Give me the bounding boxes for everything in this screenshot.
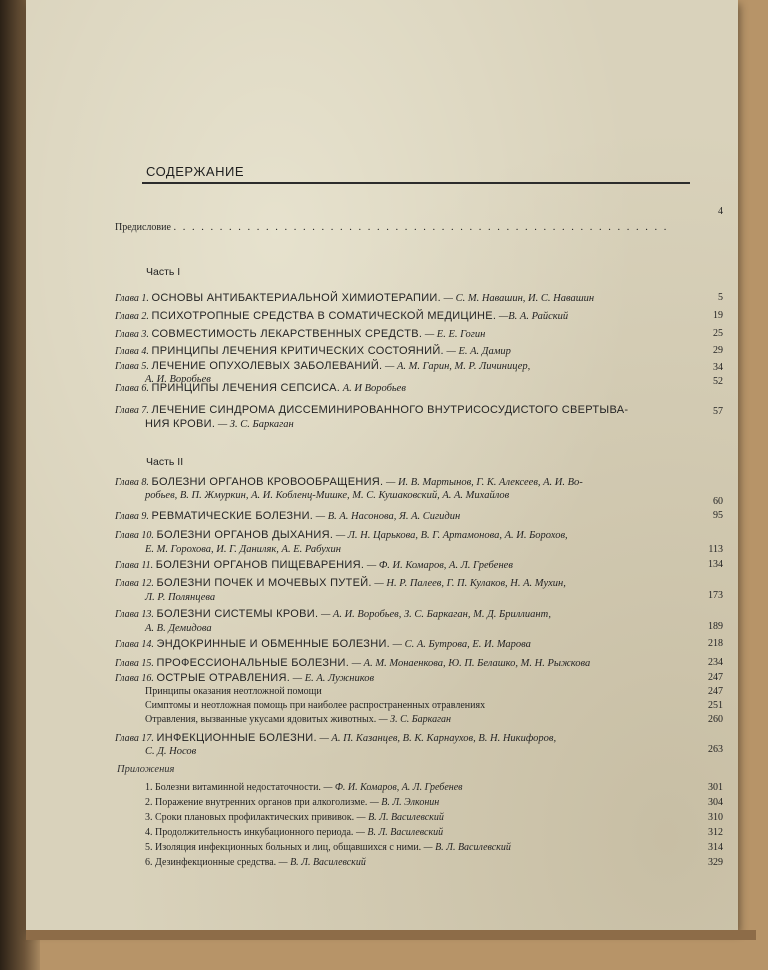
- toc-chapter-11: [115, 559, 723, 572]
- chapter-page: 25: [713, 328, 723, 339]
- chapter-title: БОЛЕЗНИ ПОЧЕК И МОЧЕВЫХ ПУТЕЙ.: [156, 577, 372, 589]
- chapter-number: Глава 2.: [115, 311, 149, 322]
- toc-preface: [115, 206, 723, 234]
- section-label: Отравления, вызванные укусами ядовитых животных.: [145, 714, 377, 725]
- appendix-label: 1. Болезни витаминной недостаточности.: [145, 782, 321, 793]
- toc-chapter-5: [115, 360, 723, 373]
- chapter-author: — А. П. Казанцев, В. К. Карнаухов, В. Н. Никифоров,: [319, 733, 557, 744]
- appendix-author: — В. Л. Василевский: [423, 842, 511, 853]
- chapter-author: — А. М. Монаенкова, Ю. П. Белашко, М. Н. Рыжкова: [351, 658, 591, 669]
- toc-chapter-10: [115, 529, 723, 542]
- page-bottom-edge: [26, 930, 756, 940]
- chapter-number: Глава 6.: [115, 383, 149, 394]
- chapter-author: — А. М. Гарин, М. Р. Личиницер,: [385, 361, 531, 372]
- appendix-label: 3. Сроки плановых профилактических прививок.: [145, 812, 355, 823]
- chapter-author: — В. А. Насонова, Я. А. Сигидин: [315, 511, 461, 522]
- chapter-page: 134: [708, 559, 723, 570]
- appendix-page: 301: [708, 782, 723, 793]
- appendix-author: — В. Л. Василевский: [356, 812, 444, 823]
- chapter-number: Глава 12.: [115, 578, 154, 589]
- chapter-page: 29: [713, 345, 723, 356]
- chapter-number: Глава 9.: [115, 511, 149, 522]
- chapter-title-cont: НИЯ КРОВИ.: [145, 418, 216, 430]
- chapter-page: 34: [713, 362, 723, 373]
- chapter-page: 95: [713, 510, 723, 521]
- toc-appendix-2: [115, 797, 723, 809]
- toc-chapter-16: [115, 672, 723, 685]
- chapter-title: СОВМЕСТИМОСТЬ ЛЕКАРСТВЕННЫХ СРЕДСТВ.: [151, 328, 423, 340]
- toc-section-16a: [115, 686, 723, 698]
- chapter-number: Глава 3.: [115, 329, 149, 340]
- toc-section-16c: [115, 714, 723, 726]
- chapter-title: ОСТРЫЕ ОТРАВЛЕНИЯ.: [156, 672, 291, 684]
- chapter-title: БОЛЕЗНИ ОРГАНОВ ДЫХАНИЯ.: [156, 529, 334, 541]
- toc-chapter-13: [115, 608, 723, 621]
- chapter-number: Глава 11.: [115, 560, 154, 571]
- toc-chapter-8-cont: [115, 490, 723, 507]
- chapter-page: 5: [718, 292, 723, 303]
- preface-label: Предисловие: [115, 222, 171, 233]
- appendix-heading: Приложения: [117, 764, 175, 775]
- chapter-title: ЛЕЧЕНИЕ СИНДРОМА ДИССЕМИНИРОВАННОГО ВНУТРИСОСУДИСТОГО СВЕРТЫВА-: [151, 404, 629, 416]
- appendix-author: — В. Л. Василевский: [355, 827, 444, 838]
- toc-chapter-13-cont: [115, 623, 723, 635]
- appendix-label: 4. Продолжительность инкубационного периода.: [145, 827, 354, 838]
- appendix-label: 2. Поражение внутренних органов при алкоголизме.: [145, 797, 368, 808]
- section-author: — З. С. Баркаган: [378, 714, 451, 725]
- chapter-title: БОЛЕЗНИ ОРГАНОВ КРОВООБРАЩЕНИЯ.: [151, 476, 384, 488]
- chapter-number: Глава 4.: [115, 346, 149, 357]
- part-2-label: Часть II: [146, 456, 184, 468]
- section-label: Принципы оказания неотложной помощи: [145, 686, 322, 697]
- chapter-page: 19: [713, 310, 723, 321]
- chapter-author: — А. И. Воробьев, З. С. Баркаган, М. Д. Бриллиант,: [320, 609, 552, 620]
- chapter-author-cont: А. И. Воробьев: [145, 374, 211, 385]
- chapter-title: ПСИХОТРОПНЫЕ СРЕДСТВА В СОМАТИЧЕСКОЙ МЕДИЦИНЕ.: [151, 310, 497, 322]
- chapter-page: 189: [708, 621, 723, 632]
- appendix-page: 312: [708, 827, 723, 838]
- chapter-author: — Ф. И. Комаров, А. Л. Гребенев: [366, 560, 513, 571]
- toc-chapter-12: [115, 577, 723, 590]
- part-1-label: Часть I: [146, 266, 181, 278]
- toc-appendix-6: [115, 857, 723, 869]
- section-page: 247: [708, 686, 723, 697]
- section-label: Симптомы и неотложная помощь при наиболее распространенных отравлениях: [145, 700, 486, 711]
- chapter-page: 60: [713, 496, 723, 507]
- toc-appendix-4: [115, 827, 723, 839]
- chapter-number: Глава 16.: [115, 673, 154, 684]
- toc-appendix-3: [115, 812, 723, 824]
- chapter-author: — Е. А. Лужников: [292, 673, 375, 684]
- toc-chapter-6: [115, 376, 723, 395]
- chapter-author-cont: робьев, В. П. Жмуркин, А. И. Кобленц-Мишке, М. С. Кушаковский, А. А. Михайлов: [145, 490, 510, 501]
- appendix-page: 310: [708, 812, 723, 823]
- chapter-author: —В. А. Райский: [498, 311, 569, 322]
- toc-chapter-14: [115, 638, 723, 651]
- heading-rule: [142, 182, 690, 184]
- toc-chapter-8: [115, 476, 723, 489]
- chapter-author: — Н. Р. Палеев, Г. П. Кулаков, Н. А. Мухин,: [374, 578, 566, 589]
- chapter-author-cont: А. В. Демидова: [145, 623, 212, 634]
- dot-leader: . . . . . . . . . . . . . . . . . . . . . . . . . . . . . . . . . . . . . . . . . . . . . . . . . . . . . .: [173, 222, 669, 233]
- toc-chapter-15: [115, 657, 723, 670]
- toc-appendix-5: [115, 842, 723, 854]
- appendix-author: — В. Л. Василевский: [278, 857, 366, 868]
- chapter-author: — З. С. Баркаган: [217, 419, 294, 430]
- toc-chapter-9: [115, 510, 723, 523]
- chapter-author: — С. А. Бутрова, Е. И. Марова: [392, 639, 531, 650]
- chapter-number: Глава 1.: [115, 293, 149, 304]
- chapter-page: 218: [708, 638, 723, 649]
- toc-chapter-12-cont: [115, 592, 723, 604]
- appendix-author: — В. Л. Элконин: [369, 797, 440, 808]
- appendix-label: 5. Изоляция инфекционных больных и лиц, общавшихся с ними.: [145, 842, 422, 853]
- toc-section-16b: [115, 700, 723, 712]
- chapter-number: Глава 17.: [115, 733, 154, 744]
- chapter-title: ПРИНЦИПЫ ЛЕЧЕНИЯ КРИТИЧЕСКИХ СОСТОЯНИЙ.: [151, 345, 444, 357]
- section-page: 251: [708, 700, 723, 711]
- appendix-page: 304: [708, 797, 723, 808]
- toc-appendix-1: [115, 782, 723, 794]
- chapter-title: БОЛЕЗНИ СИСТЕМЫ КРОВИ.: [156, 608, 319, 620]
- chapter-page: 113: [708, 544, 723, 555]
- chapter-number: Глава 5.: [115, 361, 149, 372]
- toc-chapter-3: [115, 328, 723, 341]
- toc-chapter-4: [115, 345, 723, 358]
- chapter-author-cont: С. Д. Носов: [145, 746, 197, 757]
- appendix-page: 329: [708, 857, 723, 868]
- toc-chapter-10-cont: [115, 544, 723, 556]
- chapter-title: ЭНДОКРИННЫЕ И ОБМЕННЫЕ БОЛЕЗНИ.: [156, 638, 391, 650]
- chapter-author: — Л. Н. Царькова, В. Г. Артамонова, А. И. Борохов,: [335, 530, 568, 541]
- chapter-author: А. И Воробьев: [342, 383, 406, 394]
- toc-chapter-17-cont: [115, 746, 723, 758]
- chapter-page: 52: [713, 376, 723, 387]
- chapter-number: Глава 13.: [115, 609, 154, 620]
- chapter-number: Глава 10.: [115, 530, 154, 541]
- chapter-title: ПРИНЦИПЫ ЛЕЧЕНИЯ СЕПСИСА.: [151, 382, 341, 394]
- appendix-author: — Ф. И. Комаров, А. Л. Гребенев: [323, 782, 463, 793]
- toc-chapter-7: [115, 404, 723, 417]
- section-page: 260: [708, 714, 723, 725]
- chapter-author: — С. М. Навашин, И. С. Навашин: [443, 293, 595, 304]
- chapter-author-cont: Е. М. Горохова, И. Г. Даниляк, А. Е. Рабухин: [145, 544, 341, 555]
- chapter-page: 173: [708, 590, 723, 601]
- chapter-title: ОСНОВЫ АНТИБАКТЕРИАЛЬНОЙ ХИМИОТЕРАПИИ.: [151, 292, 441, 304]
- chapter-author: — Е. А. Дамир: [446, 346, 511, 357]
- toc-chapter-2: [115, 310, 723, 323]
- chapter-author: — Е. Е. Гогин: [424, 329, 486, 340]
- contents-heading: СОДЕРЖАНИЕ: [146, 164, 245, 179]
- chapter-number: Глава 8.: [115, 477, 149, 488]
- chapter-title: БОЛЕЗНИ ОРГАНОВ ПИЩЕВАРЕНИЯ.: [155, 559, 365, 571]
- chapter-number: Глава 15.: [115, 658, 154, 669]
- chapter-number: Глава 14.: [115, 639, 154, 650]
- appendix-page: 314: [708, 842, 723, 853]
- chapter-title: РЕВМАТИЧЕСКИЕ БОЛЕЗНИ.: [151, 510, 314, 522]
- preface-page: 4: [718, 206, 723, 217]
- chapter-author-cont: Л. Р. Полянцева: [145, 592, 216, 603]
- toc-chapter-17: [115, 732, 723, 745]
- chapter-title: ЛЕЧЕНИЕ ОПУХОЛЕВЫХ ЗАБОЛЕВАНИЙ.: [151, 360, 383, 372]
- chapter-page: 247: [708, 672, 723, 683]
- chapter-author: — И. В. Мартынов, Г. К. Алексеев, А. И. Во-: [386, 477, 583, 488]
- chapter-page: 234: [708, 657, 723, 668]
- appendix-label: 6. Дезинфекционные средства.: [145, 857, 277, 868]
- chapter-page: 263: [708, 744, 723, 755]
- chapter-page: 57: [713, 406, 723, 417]
- toc-chapter-1: [115, 292, 723, 305]
- chapter-number: Глава 7.: [115, 405, 149, 416]
- chapter-title: ПРОФЕССИОНАЛЬНЫЕ БОЛЕЗНИ.: [156, 657, 350, 669]
- chapter-title: ИНФЕКЦИОННЫЕ БОЛЕЗНИ.: [156, 732, 317, 744]
